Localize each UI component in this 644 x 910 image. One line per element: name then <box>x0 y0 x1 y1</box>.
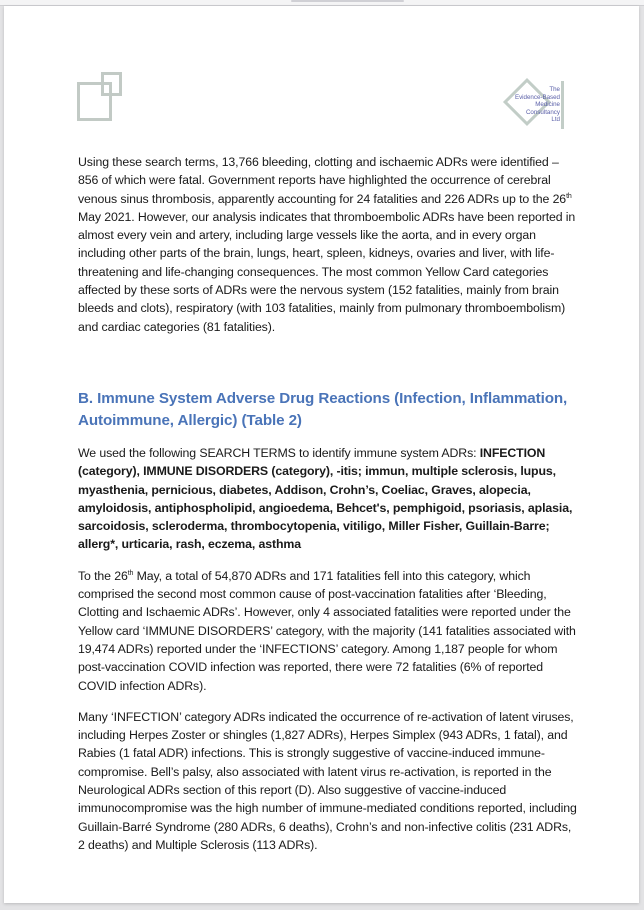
section-heading-immune-system: B. Immune System Adverse Drug Reactions (Infection, Inflammation, Autoimmune, Allergic) (Table 2) <box>78 389 568 429</box>
paragraph-text: To the 26 <box>78 568 128 583</box>
paragraph-text: May, a total of 54,870 ADRs and 171 fatalities fell into this category, which comprised the second most common cause of post-vaccination fatalities after ‘Bleeding, Clotting and Ischaemic ADRs’. However, only 4 associated fatalities were reported under the Yellow card ‘IMMUNE DISORDERS’ category, with the majority (141 fatalities associated with 19,474 ADRs) reported under the ‘INFECTIONS’ category. Among 1,187 people for whom post-vaccination COVID infection was reported, there were 72 fatalities (6% of reported COVID infection ADRs). <box>78 568 576 693</box>
logo-text <box>515 86 560 124</box>
logo-line: The <box>549 86 560 93</box>
paragraph-thromboembolic-summary <box>78 153 578 336</box>
superscript: th <box>127 569 134 577</box>
search-terms-list: INFECTION (category), IMMUNE DISORDERS (category), -itis; immun, multiple sclerosis, lupus, myasthenia, pernicious, diabetes, Addison, Crohn’s, Coeliac, Graves, alopecia, amyloidosis, antiphospholipid, angioedema, Behcet's, pemphigoid, psoriasis, aplasia, sarcoidosis, scleroderma, thrombocytopenia, vitiligo, Miller Fisher, Guillain-Barre; allerg*, urticaria, rash, eczema, asthma <box>78 445 573 552</box>
paragraph-text: May 2021. However, our analysis indicates that thromboembolic ADRs have been reported in almost every vein and artery, including large vessels like the aorta, and in every organ including other parts of the brain, lungs, heart, spleen, kidneys, ovaries and liver, with life-threatening and life-changing consequences. The most common Yellow Card categories affected by these sorts of ADRs were the nervous system (152 fatalities, mainly from brain bleeds and clots), respiratory (with 103 fatalities, mainly from pulmonary thromboembolism) and cardiac categories (81 fatalities). <box>78 209 576 334</box>
paragraph-text: Using these search terms, 13,766 bleeding, clotting and ischaemic ADRs were identified – 856 of which were fatal. Government reports have highlighted the occurrence of cerebral venous sinus thrombosis, apparently accounting for 24 fatalities and 226 ADRs up to the 26 <box>78 155 567 206</box>
document-page <box>4 6 639 903</box>
evidence-based-medicine-logo <box>498 74 608 134</box>
logo-line: Consultancy <box>525 108 560 116</box>
overlapping-squares-logo-icon <box>75 70 135 130</box>
logo-divider-bar <box>561 81 564 129</box>
logo-line: Medicine <box>535 101 560 109</box>
logo-line: Ltd <box>551 116 560 124</box>
paragraph-latent-virus-reactivation: Many ‘INFECTION’ category ADRs indicated the occurrence of re-activation of latent viruses, including Herpes Zoster or shingles (1,827 ADRs), Herpes Simplex (943 ADRs, 1 fatal), and Rabies (1 fatal ADR) infections. This is strongly suggestive of vaccine-induced immune-compromise. Bell’s palsy, also associated with latent virus re-activation, is reported in the Neurological ADRs section of this report (D). Also suggestive of vaccine-induced immunocompromise was the high number of immune-mediated conditions reported, including Guillain-Barré Syndrome (280 ADRs, 6 deaths), Crohn’s and non-infective colitis (231 ADRs, 2 deaths) and Multiple Sclerosis (113 ADRs). <box>78 709 577 852</box>
paragraph-immune-totals <box>78 567 578 695</box>
superscript: th <box>566 192 572 200</box>
horizontal-scrollbar-thumb[interactable] <box>291 0 404 2</box>
paragraph-text: We used the following SEARCH TERMS to identify immune system ADRs: <box>78 445 480 460</box>
document-body <box>78 153 578 854</box>
logo-line: Evidence-Based <box>514 93 560 101</box>
paragraph-search-terms <box>78 444 578 554</box>
